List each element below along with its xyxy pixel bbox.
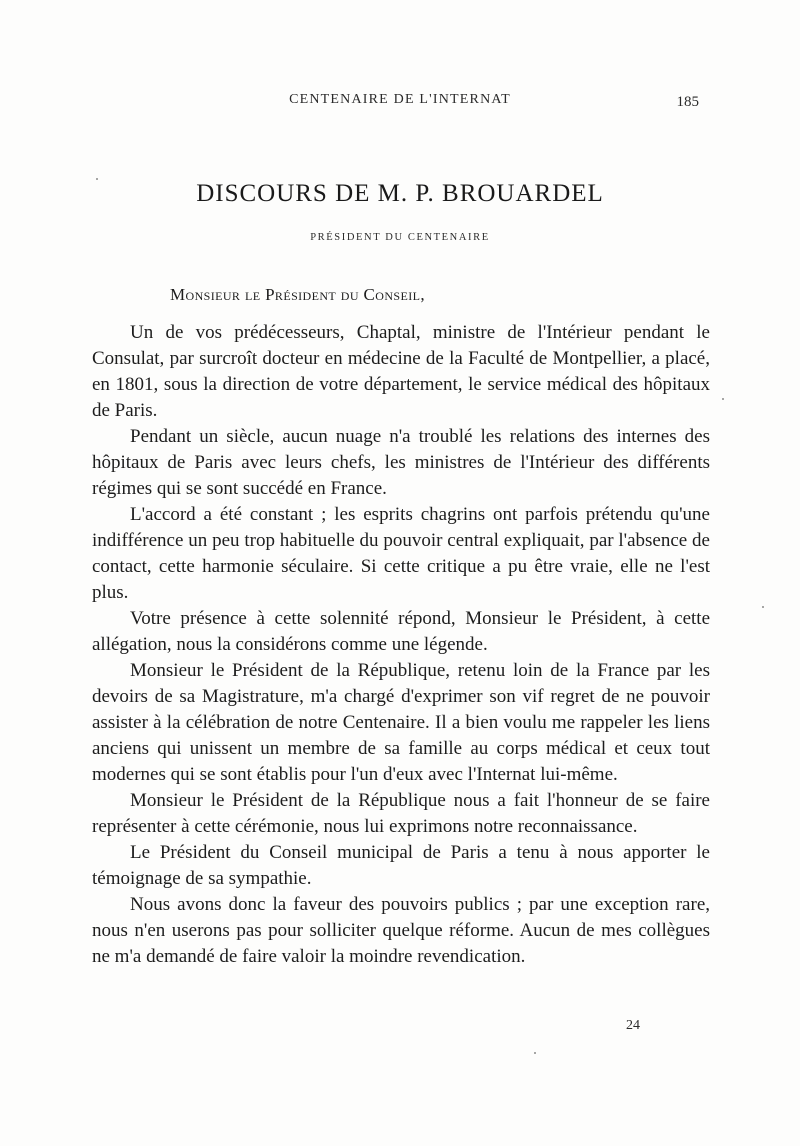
paragraph: Monsieur le Président de la République, retenu loin de la France par les devoirs de sa Magistrature, m'a chargé d'exprimer son vif regret de ne pouvoir assister à la célébration de notre Centenaire. Il a bien voulu me rappeler les liens anciens qui unissent un membre de sa famille au corps médical et ceux tout modernes qui se sont établis pour l'un d'eux avec l'Internat lui-même. (92, 660, 710, 785)
paragraph: Un de vos prédécesseurs, Chaptal, ministre de l'Intérieur pendant le Consulat, par surcroît docteur en médecine de la Faculté de Montpellier, a placé, en 1801, sous la direction de votre département, le service médical des hôpitaux de Paris. (92, 322, 710, 421)
paragraph: Nous avons donc la faveur des pouvoirs publics ; par une exception rare, nous n'en userons pas pour solliciter quelque réforme. Aucun de mes collègues ne m'a demandé de faire valoir la moindre revendication. (92, 894, 710, 967)
paper-speck (762, 606, 764, 608)
paper-speck (96, 178, 98, 180)
paragraph: L'accord a été constant ; les esprits chagrins ont parfois prétendu qu'une indifférence un peu trop habituelle du pouvoir central expliquait, par l'absence de contact, cette harmonie séculaire. Si cette critique a pu être vraie, elle ne l'est plus. (92, 504, 710, 603)
page-number: 185 (676, 94, 699, 110)
paragraph: Pendant un siècle, aucun nuage n'a troublé les relations des internes des hôpitaux de Paris avec leurs chefs, les ministres de l'Intérieur des différents régimes qui se sont succédé en France. (92, 426, 710, 499)
salutation: Monsieur le Président du Conseil, (170, 285, 426, 304)
running-title: CENTENAIRE DE L'INTERNAT (289, 92, 511, 107)
speech-subtitle: PRÉSIDENT DU CENTENAIRE (310, 232, 490, 243)
speech-title: DISCOURS DE M. P. BROUARDEL (196, 180, 604, 207)
signature-mark: 24 (626, 1018, 640, 1033)
paragraph: Le Président du Conseil municipal de Paris a tenu à nous apporter le témoignage de sa sympathie. (92, 842, 710, 889)
paragraph: Monsieur le Président de la République nous a fait l'honneur de se faire représenter à cette cérémonie, nous lui exprimons notre reconnaissance. (92, 790, 710, 837)
speech-body (92, 320, 710, 970)
paper-speck (722, 398, 724, 400)
running-head (0, 92, 800, 112)
paper-speck (534, 1052, 536, 1054)
paragraph: Votre présence à cette solennité répond, Monsieur le Président, à cette allégation, nous la considérons comme une légende. (92, 608, 710, 655)
